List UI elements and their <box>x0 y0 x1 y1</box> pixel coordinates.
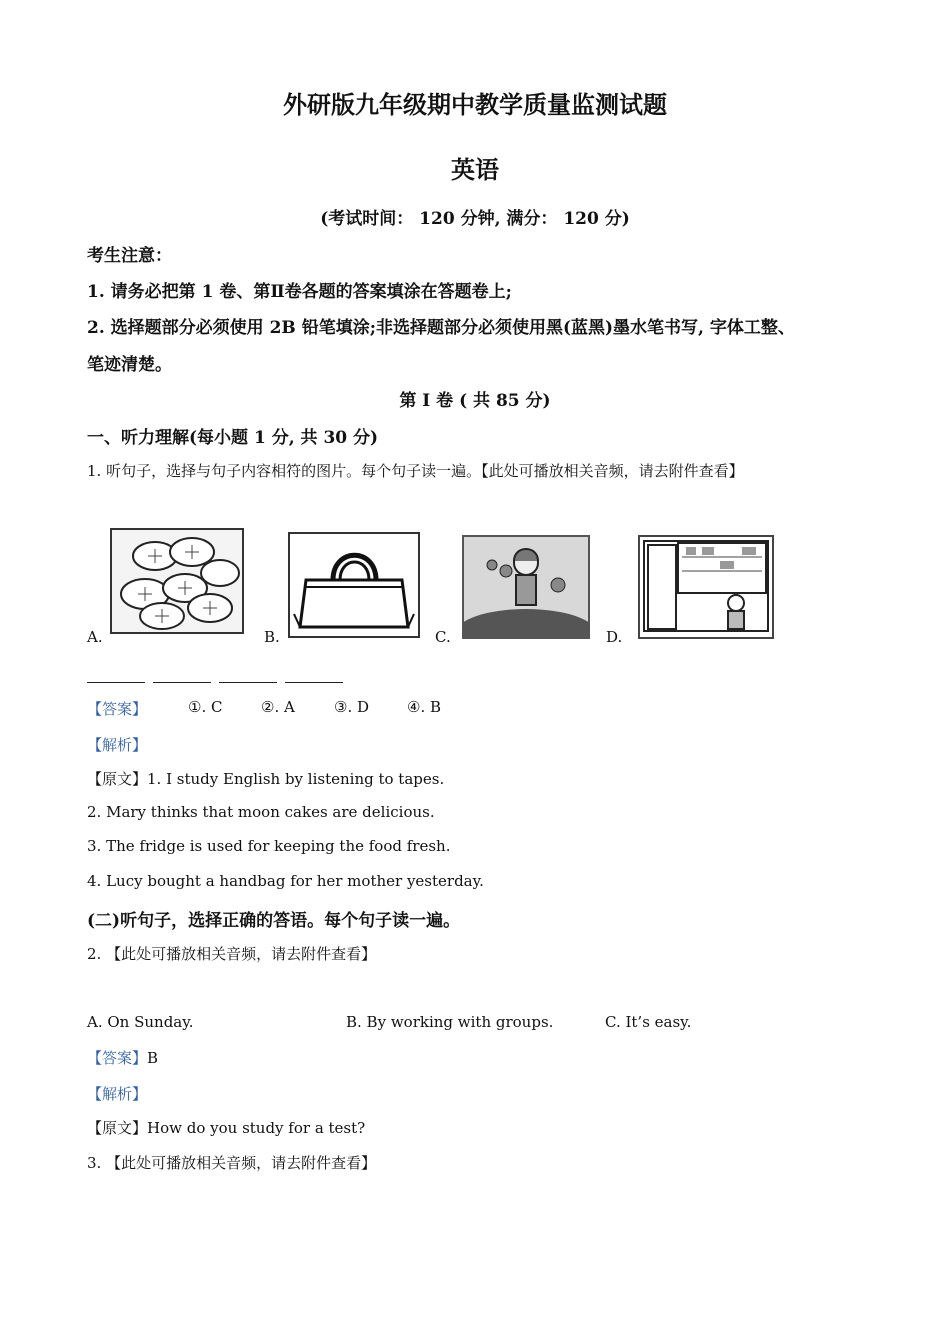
q2-answer: B <box>147 1049 159 1067</box>
answer-blanks <box>87 668 351 687</box>
q2-analysis-tag: 【解析】 <box>87 1085 148 1103</box>
volume-heading: 第 I 卷 ( 共 85 分) <box>399 391 551 411</box>
fridge-picture <box>638 535 774 639</box>
notice-item-2-cont: 笔迹清楚。 <box>87 355 172 375</box>
notice-item-1: 1. 请务必把第 1 卷、第Ⅱ卷各题的答案填涂在答题卷上; <box>87 282 512 302</box>
q1-answer-3: ③. D <box>334 698 370 716</box>
section2-heading: (二)听句子，选择正确的答语。每个句子读一遍。 <box>87 911 461 931</box>
option-c-label: C. <box>435 628 451 646</box>
option-a-label: A. <box>87 628 103 646</box>
q2-option-c: C. It’s easy. <box>605 1013 692 1031</box>
option-b-label: B. <box>264 628 280 646</box>
notice-heading: 考生注意： <box>87 246 172 266</box>
q1-script-line-4: 4. Lucy bought a handbag for her mother yesterday. <box>87 872 484 890</box>
section1-heading: 一、听力理解(每小题 1 分, 共 30 分) <box>87 428 379 448</box>
q2-answer-tag: 【答案】 <box>87 1049 148 1067</box>
girl-listening-picture <box>462 535 590 639</box>
q1-answer-2: ②. A <box>261 698 295 716</box>
q2-original-tag: 【原文】 <box>87 1119 148 1137</box>
q1-prompt: 1. 听句子，选择与句子内容相符的图片。每个句子读一遍。【此处可播放相关音频，请去附件查看】 <box>87 462 744 480</box>
answer-blank[interactable] <box>285 682 343 683</box>
q2-option-b: B. By working with groups. <box>346 1013 554 1031</box>
handbag-picture <box>288 532 420 638</box>
q1-analysis-tag: 【解析】 <box>87 736 148 754</box>
q1-answer-1: ①. C <box>188 698 223 716</box>
q3-prompt: 3. 【此处可播放相关音频，请去附件查看】 <box>87 1154 377 1172</box>
q2-option-a: A. On Sunday. <box>87 1013 194 1031</box>
q1-original-tag: 【原文】 <box>87 770 148 788</box>
subject-title: 英语 <box>451 155 499 184</box>
q2-answer-line <box>87 1047 158 1068</box>
option-d-label: D. <box>606 628 623 646</box>
q2-script-text: How do you study for a test? <box>147 1119 366 1137</box>
q2-prompt: 2. 【此处可播放相关音频，请去附件查看】 <box>87 945 377 963</box>
answer-blank[interactable] <box>87 682 145 683</box>
q1-script-line-1 <box>87 768 444 789</box>
notice-item-2: 2. 选择题部分必须使用 2B 铅笔填涂;非选择题部分必须使用黑(蓝黑)墨水笔书写, 字体工整、 <box>87 318 795 338</box>
q1-script-text: 1. I study English by listening to tapes. <box>147 770 445 788</box>
q1-script-line-3: 3. The fridge is used for keeping the food fresh. <box>87 837 451 855</box>
moon-cakes-picture <box>110 528 244 634</box>
q1-answer-4: ④. B <box>407 698 442 716</box>
answer-blank[interactable] <box>219 682 277 683</box>
q2-script-line <box>87 1117 365 1138</box>
exam-info: (考试时间： 120 分钟, 满分： 120 分) <box>320 209 630 229</box>
page-title: 外研版九年级期中教学质量监测试题 <box>283 90 667 119</box>
q1-answer-tag: 【答案】 <box>87 700 148 718</box>
q1-script-line-2: 2. Mary thinks that moon cakes are delicious. <box>87 803 435 821</box>
answer-blank[interactable] <box>153 682 211 683</box>
